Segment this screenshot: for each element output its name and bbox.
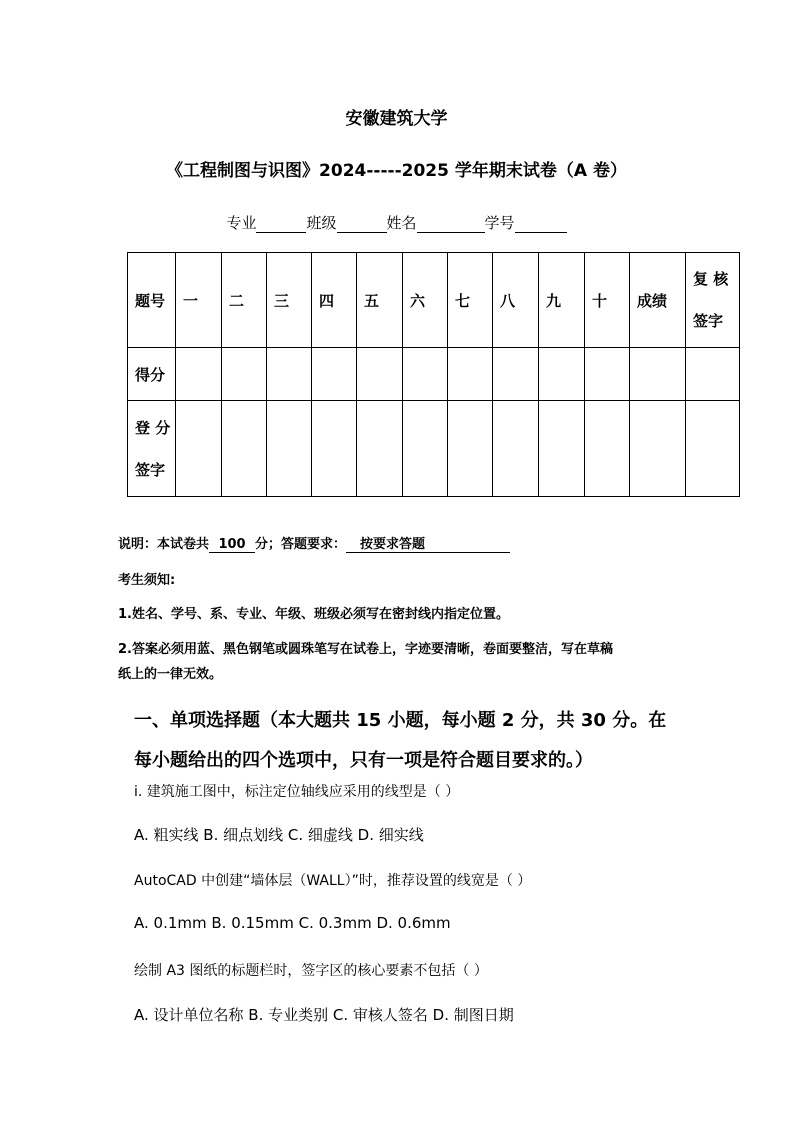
score-cell[interactable] xyxy=(448,348,493,401)
question-options: A. 0.1mm B. 0.15mm C. 0.3mm D. 0.6mm xyxy=(134,914,451,932)
col-header: 三 xyxy=(267,253,312,348)
score-cell[interactable] xyxy=(176,348,222,401)
register-sign-label xyxy=(128,401,176,497)
score-cell[interactable] xyxy=(403,348,448,401)
col-header: 十 xyxy=(585,253,630,348)
sign-cell[interactable] xyxy=(448,401,493,497)
student-id-label: 学号 xyxy=(484,214,515,232)
score-cell[interactable] xyxy=(539,348,585,401)
answer-requirement: 按要求答题 xyxy=(346,533,510,553)
total-score: 100 xyxy=(209,537,255,553)
major-field[interactable] xyxy=(256,216,306,233)
notice-item-2: 2.答案必须用蓝、黑色钢笔或圆珠笔写在试卷上，字迹要清晰，卷面要整洁，写在草稿 xyxy=(118,642,613,657)
sign-cell[interactable] xyxy=(585,401,630,497)
class-label: 班级 xyxy=(306,214,337,232)
sign-cell[interactable] xyxy=(222,401,267,497)
review-sign-header xyxy=(686,253,740,348)
score-cell[interactable] xyxy=(686,348,740,401)
col-header: 八 xyxy=(493,253,539,348)
col-header: 四 xyxy=(312,253,357,348)
table-row xyxy=(128,401,740,497)
score-cell[interactable] xyxy=(493,348,539,401)
score-cell[interactable] xyxy=(267,348,312,401)
table-row xyxy=(128,348,740,401)
col-header: 一 xyxy=(176,253,222,348)
score-cell[interactable] xyxy=(630,348,686,401)
exam-description xyxy=(118,533,510,553)
register-label: 登 分 xyxy=(135,418,171,437)
question-number-header: 题号 xyxy=(128,253,176,348)
review-label: 复 核 xyxy=(693,270,729,288)
sign-cell[interactable] xyxy=(403,401,448,497)
notice-title: 考生须知: xyxy=(118,573,176,588)
question-options: A. 粗实线 B. 细点划线 C. 细虚线 D. 细实线 xyxy=(134,826,424,844)
exam-title: 《工程制图与识图》2024-----2025 学年期末试卷（A 卷） xyxy=(166,161,627,181)
desc-mid: 分；答题要求： xyxy=(255,537,347,552)
col-header: 五 xyxy=(357,253,403,348)
score-cell[interactable] xyxy=(312,348,357,401)
sign-cell[interactable] xyxy=(312,401,357,497)
class-field[interactable] xyxy=(337,216,387,233)
score-cell[interactable] xyxy=(585,348,630,401)
question-stem: i. 建筑施工图中，标注定位轴线应采用的线型是（ ） xyxy=(134,784,460,800)
score-table xyxy=(127,252,740,497)
name-field[interactable] xyxy=(417,216,485,233)
sign-cell[interactable] xyxy=(630,401,686,497)
col-header: 七 xyxy=(448,253,493,348)
student-info-line xyxy=(0,212,793,233)
section-heading: 一、单项选择题（本大题共 15 小题，每小题 2 分，共 30 分。在 xyxy=(134,710,667,731)
grade-header: 成绩 xyxy=(630,253,686,348)
desc-prefix: 说明：本试卷共 xyxy=(118,537,210,552)
register-sign-text: 签字 xyxy=(135,460,166,479)
sign-cell[interactable] xyxy=(539,401,585,497)
notice-item-1: 1.姓名、学号、系、专业、年级、班级必须写在密封线内指定位置。 xyxy=(118,607,509,622)
question-options: A. 设计单位名称 B. 专业类别 C. 审核人签名 D. 制图日期 xyxy=(134,1006,514,1024)
col-header: 二 xyxy=(222,253,267,348)
sign-cell[interactable] xyxy=(686,401,740,497)
col-header: 六 xyxy=(403,253,448,348)
school-name: 安徽建筑大学 xyxy=(345,109,448,129)
name-label: 姓名 xyxy=(386,214,417,232)
review-sign-label: 签字 xyxy=(693,312,724,330)
sign-cell[interactable] xyxy=(176,401,222,497)
score-cell[interactable] xyxy=(222,348,267,401)
col-header: 九 xyxy=(539,253,585,348)
question-stem: 绘制 A3 图纸的标题栏时，签字区的核心要素不包括（ ） xyxy=(134,963,488,979)
sign-cell[interactable] xyxy=(493,401,539,497)
score-cell[interactable] xyxy=(357,348,403,401)
score-row-label: 得分 xyxy=(128,348,176,401)
sign-cell[interactable] xyxy=(267,401,312,497)
question-stem: AutoCAD 中创建“墙体层（WALL）”时，推荐设置的线宽是（ ） xyxy=(134,873,532,889)
major-label: 专业 xyxy=(226,214,257,232)
table-row xyxy=(128,253,740,348)
notice-item-2-cont: 纸上的一律无效。 xyxy=(118,667,223,682)
section-heading-cont: 每小题给出的四个选项中，只有一项是符合题目要求的。） xyxy=(134,750,593,771)
student-id-field[interactable] xyxy=(515,216,567,233)
sign-cell[interactable] xyxy=(357,401,403,497)
